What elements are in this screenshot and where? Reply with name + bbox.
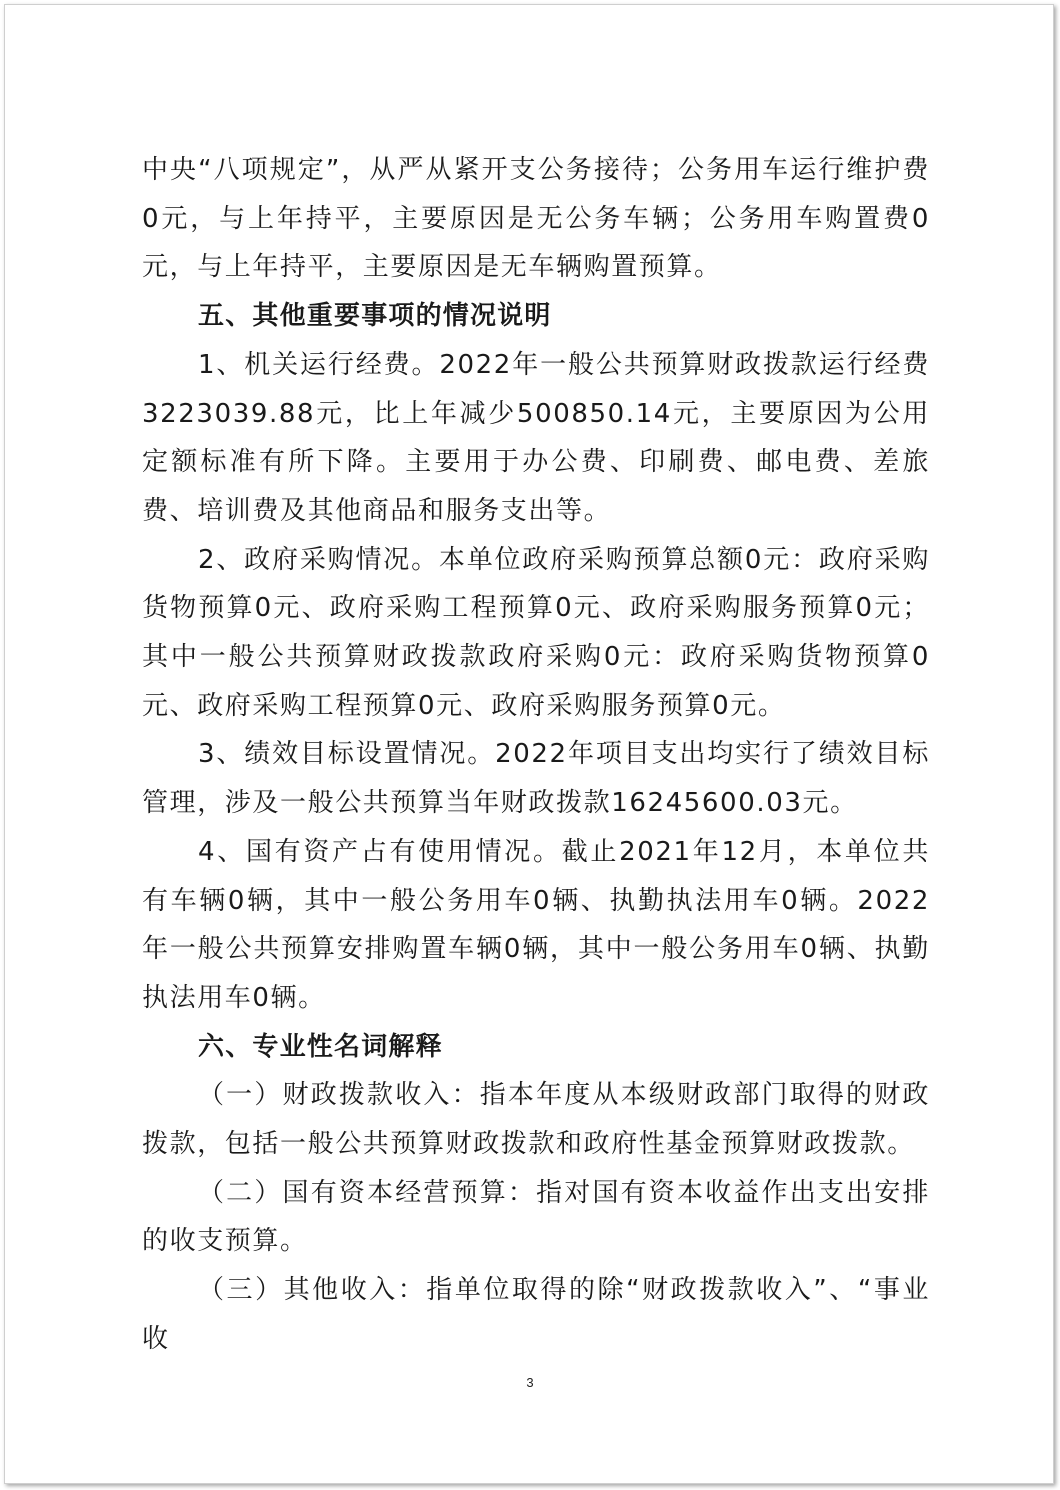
paragraph-continued: 中央“八项规定”，从严从紧开支公务接待；公务用车运行维护费0元，与上年持平，主要原因是无公务车辆；公务用车购置费0元，与上年持平，主要原因是无车辆购置预算。	[142, 155, 930, 283]
paragraph-state-assets: 4、国有资产占有使用情况。截止2021年12月，本单位共有车辆0辆，其中一般公务用车0辆、执勤执法用车0辆。2022年一般公共预算安排购置车辆0辆，其中一般公务用车0辆、执勤执法用车0辆。	[142, 836, 930, 1013]
document-page	[4, 4, 1054, 1484]
section-heading-other-matters: 五、其他重要事项的情况说明	[198, 301, 552, 332]
paragraph-fiscal-appropriation-income: （一）财政拨款收入：指本年度从本级财政部门取得的财政拨款，包括一般公共预算财政拨款和政府性基金预算财政拨款。	[142, 1080, 930, 1160]
document-body	[142, 146, 930, 1364]
paragraph-other-income: （三）其他收入：指单位取得的除“财政拨款收入”、“事业收	[142, 1275, 930, 1354]
section-heading-terminology: 六、专业性名词解释	[198, 1031, 443, 1062]
page-number: 3	[526, 1375, 534, 1390]
paragraph-operating-expenses: 1、机关运行经费。2022年一般公共预算财政拨款运行经费3223039.88元，比上年减少500850.14元，主要原因为公用定额标准有所下降。主要用于办公费、印刷费、邮电费、差旅费、培训费及其他商品和服务支出等。	[142, 349, 930, 526]
paragraph-performance-targets: 3、绩效目标设置情况。2022年项目支出均实行了绩效目标管理，涉及一般公共预算当年财政拨款16245600.03元。	[142, 739, 930, 819]
paragraph-state-capital-budget: （二）国有资本经营预算：指对国有资本收益作出支出安排的收支预算。	[142, 1177, 930, 1257]
paragraph-government-procurement: 2、政府采购情况。本单位政府采购预算总额0元：政府采购货物预算0元、政府采购工程预算0元、政府采购服务预算0元；其中一般公共预算财政拨款政府采购0元：政府采购货物预算0元、政府采购工程预算0元、政府采购服务预算0元。	[142, 544, 930, 721]
